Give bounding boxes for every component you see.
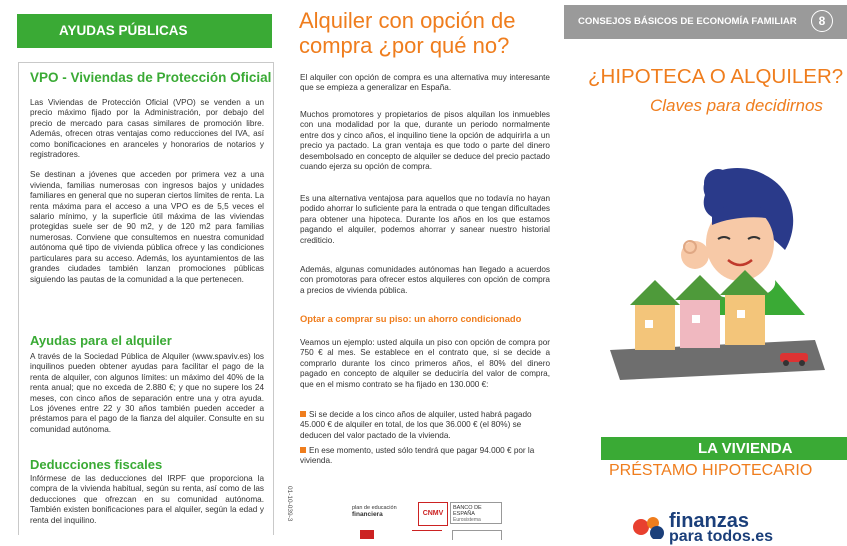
bullet-item-2 [300, 446, 550, 467]
opcion-paragraph-2 [300, 110, 550, 172]
opcion-p2: Muchos promotores y propietarios de pisos alquilan los inmuebles con una modalidad por la que, durante un periodo normalmente entre dos y cinco años, el inquilino tiene la opción de adquirirla a un precio ya pactado. La gran ventaja es que todo o parte del dinero desembolsado en concepto de alquiler se deduce del precio pactado cuando ejerza su opción de compra. [300, 110, 550, 172]
logo-finanzas-text: finanzas [669, 510, 750, 532]
opcion-paragraph-3 [300, 194, 550, 246]
vpo-paragraph-1: Las Viviendas de Protección Oficial (VPO) se venden a un precio máximo fijado por la Administración, por debajo del precio de mercado para casas similares de promoción libre. Además, ofrecen otras ventajas como reducciones del IVA, así como bonificaciones en aranceles y honorarios de notarios y registradores. [30, 98, 264, 160]
partner-banco-line2: Eurosistema [453, 517, 481, 523]
alquiler-ayudas-title: Ayudas para el alquiler [30, 333, 172, 348]
finanzas-logo-icon [632, 515, 666, 539]
vivienda-label: LA VIVIENDA [698, 440, 793, 457]
logo-paratodos-text: para todos.es [669, 528, 774, 545]
opcion-p4: Además, algunas comunidades autónomas han llegado a acuerdos con promotoras para ofrecer estos alquileres con opción de compra a precios de vivienda pública. [300, 265, 550, 295]
wheel-icon [783, 360, 789, 366]
wheel-icon [799, 360, 805, 366]
woman-houses-illustration [600, 165, 840, 395]
vivienda-bar [601, 437, 847, 460]
vpo-title: VPO - Viviendas de Protección Oficial [30, 70, 272, 85]
opcion-paragraph-4 [300, 265, 550, 296]
bullet-item-1 [300, 410, 550, 441]
house-row [630, 270, 770, 350]
partner-cnmv-logo: CNMV [418, 502, 448, 526]
ahorro-subtitle: Optar a comprar su piso: un ahorro condicionado [300, 313, 522, 324]
window [692, 315, 700, 323]
partner-plan-educacion [352, 505, 397, 518]
partner-plan-line2: financiera [352, 511, 383, 518]
deducciones-paragraph: Infórmese de las deducciones del IRPF que proporciona la compra de la vivienda habitual, según su renta, así como de las deducciones que ofrezcan en su comunidad autónoma. También existen bonificaciones para el alquiler, según la edad y renta del inquilino. [30, 474, 264, 525]
house-2 [680, 300, 720, 348]
bullet-square-icon [300, 447, 306, 453]
opcion-p1: El alquiler con opción de compra es una alternativa muy interesante que se empieza a generalizar en España. [300, 73, 550, 93]
alquiler-ayudas-paragraph: A través de la Sociedad Pública de Alquiler (www.spaviv.es) los inquilinos pueden obtener ayudas para facilitar el pago de la renta de alquiler, con algunos límites: un máximo del 40% de la renta anual; que no exceda de 2.880 €; y que no supere los 24 meses, con cinco años de separación entre una y otra ayuda. Los jóvenes entre 22 y 30 años también pueden acceder a préstamos para el pago de la fianza del alquiler. Consulte en su comunidad autónoma. [30, 352, 264, 434]
window [737, 310, 745, 318]
alquiler-ayudas-text [30, 352, 264, 435]
opcion-paragraph-1 [300, 73, 550, 94]
hipoteca-title: ¿HIPOTECA O ALQUILER? [588, 65, 844, 88]
house-3 [725, 295, 765, 345]
bullet-square-icon [300, 411, 306, 417]
claves-subtitle: Claves para decidirnos [650, 96, 823, 115]
hair-bun-shape [704, 169, 732, 197]
vpo-paragraph-2: Se destinan a jóvenes que acceden por primera vez a una vivienda, familias numerosas con ingresos bajos y unidades familiares en general que no superan ciertos límites de renta. La renta máxima para el acceso a una VPO es de 5,5 veces el salario mínimo, y la superficie útil máxima de las viviendas protegidas suele ser de 90 m2, y de 120 m2 para familias numerosas. Conviene que consultemos en nuestra comunidad autónoma qué tipo de vivienda pública ofrece y las condiciones particulares para su acceso. Además, los ayuntamientos de las grandes ciudades también lanzan promociones públicas siguiendo las pautas de la comunidad a la que pertenecen. [30, 170, 264, 284]
document-code: 01-10-039-3 [286, 486, 293, 522]
deducciones-title: Deducciones fiscales [30, 457, 163, 472]
issue-number: 8 [811, 10, 833, 32]
partner-plan-line1: plan de educación [352, 505, 397, 511]
vpo-text [30, 98, 264, 285]
partner-banco-espana [450, 502, 502, 524]
opcion-p3: Es una alternativa ventajosa para aquellos que no todavía no hayan podido ahorrar lo suficiente para la entrada o que tengan dificultades para obtener una hipoteca. Durante los años en los que estamos pagando el alquiler, podemos ahorrar y sanear nuestro historial crediticio. [300, 194, 550, 245]
coat-of-arms-icon [360, 530, 374, 539]
consejos-banner [564, 5, 847, 39]
ejemplo-paragraph [300, 338, 550, 390]
roof-2 [675, 275, 725, 300]
bullet-text-1: Si se decide a los cinco años de alquiler, usted habrá pagado 45.000 € de alquiler en total, de los que 36.000 € (el 80%) se deducen del valor pactado de la vivienda. [300, 410, 532, 440]
banner-text: CONSEJOS BÁSICOS DE ECONOMÍA FAMILIAR [578, 16, 797, 27]
alquiler-opcion-title: Alquiler con opción de compra ¿por qué no? [299, 8, 516, 58]
partner-banco-line1: BANCO DE ESPAÑA [453, 505, 482, 517]
ayudas-tab: AYUDAS PÚBLICAS [17, 14, 272, 48]
roof-1 [630, 280, 680, 305]
deducciones-text [30, 474, 264, 526]
ministry-logos [352, 528, 502, 539]
house-1 [635, 305, 675, 350]
window [645, 320, 653, 328]
bullet-text-2: En ese momento, usted sólo tendrá que pagar 94.000 € por la vivienda. [300, 446, 535, 466]
ejemplo-p: Veamos un ejemplo: usted alquila un piso con opción de compra por 750 € al mes. Se establece en el contrato que, si se decide a comprarlo durante los cinco primeros años, el 80% del dinero pagado en concepto de alquiler se deduciría del valor de compra, que en el mismo contrato se ha fijado en 130.000 €: [300, 338, 550, 389]
logo-circle-red [633, 519, 649, 535]
prestamo-label: PRÉSTAMO HIPOTECARIO [609, 462, 813, 479]
